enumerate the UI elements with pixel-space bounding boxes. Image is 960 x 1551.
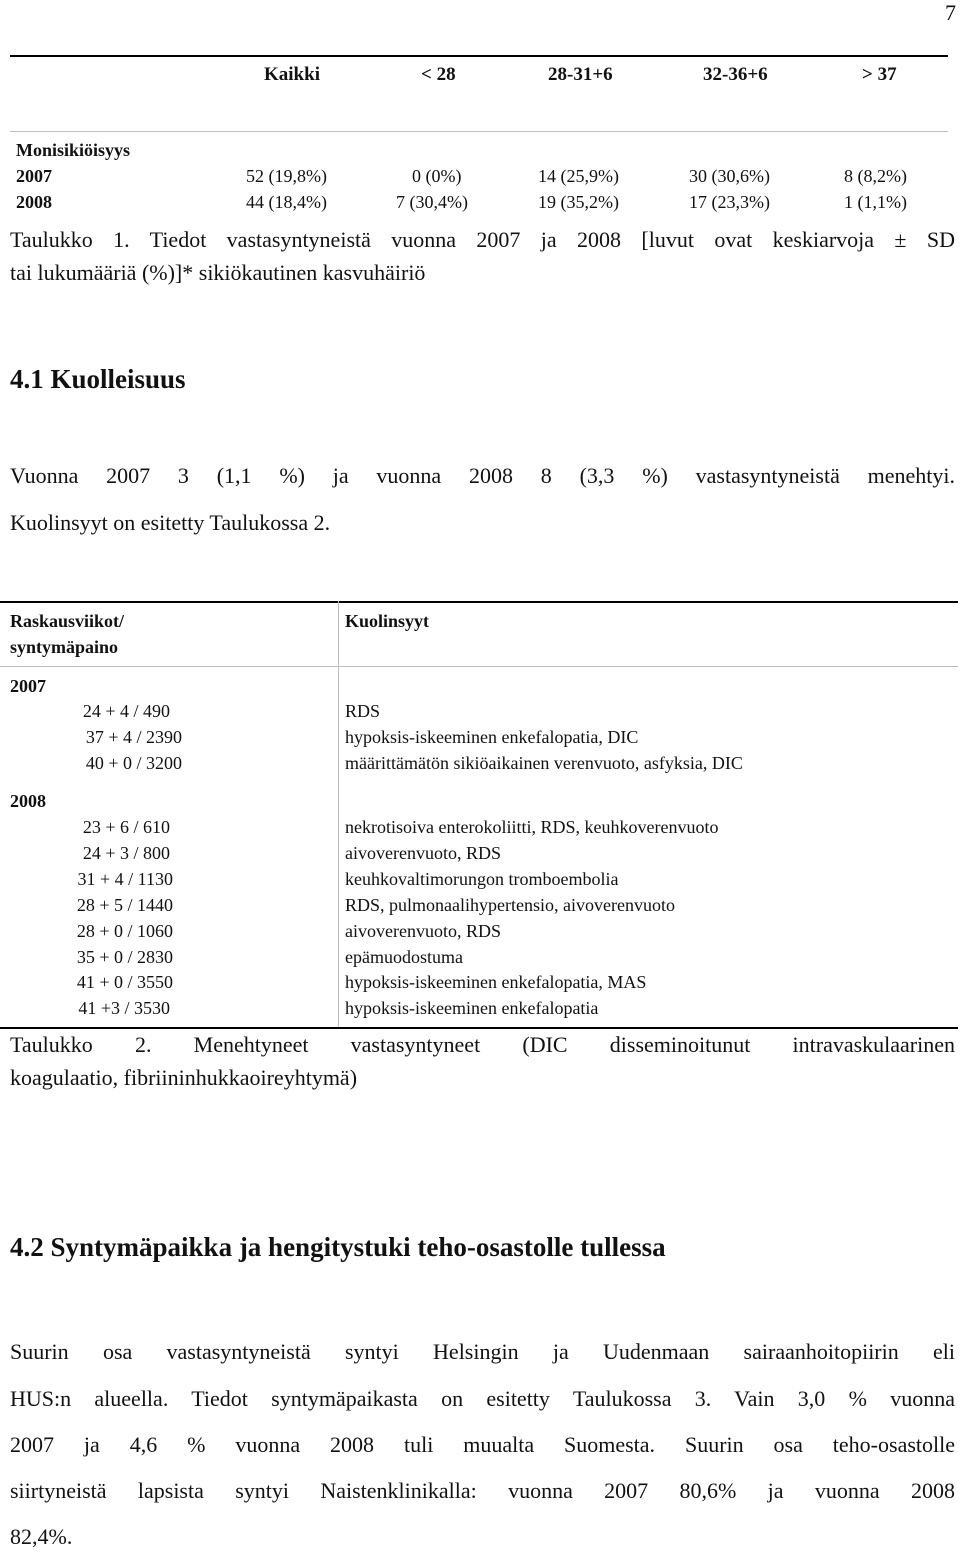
section-heading-kuolleisuus: 4.1 Kuolleisuus (10, 364, 186, 394)
table2-top-rule (0, 601, 958, 603)
table2-cause: epämuodostuma (345, 947, 463, 967)
table2-cause: aivoverenvuoto, RDS (345, 921, 501, 941)
paragraph-line: 82,4%. (10, 1524, 73, 1549)
table1-cell: 44 (18,4%) (246, 192, 327, 212)
table2-caption-line: Taulukko 2. Menehtyneet vastasyntyneet (DIC disseminoitunut intravaskulaarinen (10, 1032, 955, 1057)
section-heading-syntymapaikka: 4.2 Syntymäpaikka ja hengitystuki teho-osastolle tullessa (10, 1232, 666, 1262)
paragraph-line: HUS:n alueella. Tiedot syntymäpaikasta on esitetty Taulukossa 3. Vain 3,0 % vuonna (10, 1386, 955, 1411)
table2-weeks: 23 + 6 / 610 (82, 817, 170, 837)
table1-header-28-31: 28-31+6 (548, 64, 613, 85)
table1-header-rule (10, 131, 948, 132)
table2-weeks: 28 + 0 / 1060 (76, 921, 173, 941)
table1-cell: 0 (0%) (412, 166, 462, 186)
table1-caption-line: tai lukumääriä (%)]* sikiökautinen kasvuhäiriö (10, 260, 426, 285)
table2-cause: RDS (345, 701, 381, 721)
table1-cell: 19 (35,2%) (538, 192, 619, 212)
table2-year: 2008 (10, 791, 46, 811)
table2-weeks: 31 + 4 / 1130 (77, 869, 173, 889)
table2-weeks: 41 + 0 / 3550 (76, 972, 173, 992)
table1-cell: 14 (25,9%) (538, 166, 619, 186)
table2-weeks: 24 + 3 / 800 (82, 843, 170, 863)
table2-cause: nekrotisoiva enterokoliitti, RDS, keuhkoverenvuoto (345, 817, 719, 837)
table1-caption-line: Taulukko 1. Tiedot vastasyntyneistä vuonna 2007 ja 2008 [luvut ovat keskiarvoja ± SD (10, 227, 955, 252)
table1-cell: 17 (23,3%) (689, 192, 770, 212)
table2-weeks: 41 +3 / 3530 (78, 998, 170, 1018)
table1-cell: 1 (1,1%) (844, 192, 907, 212)
table2-header-weeks: Raskausviikot/ (10, 611, 125, 631)
table2-cause: määrittämätön sikiöaikainen verenvuoto, asfyksia, DIC (345, 753, 743, 773)
table2-header-rule (0, 666, 958, 667)
table1-row-year: 2008 (16, 192, 52, 212)
paragraph-line: Kuolinsyyt on esitetty Taulukossa 2. (10, 510, 331, 535)
paragraph-line: 2007 ja 4,6 % vuonna 2008 tuli muualta Suomesta. Suurin osa teho-osastolle (10, 1432, 955, 1457)
table2-cause: hypoksis-iskeeminen enkefalopatia (345, 998, 599, 1018)
table1-top-rule (10, 55, 948, 57)
table1-cell: 52 (19,8%) (246, 166, 327, 186)
table1-cell: 8 (8,2%) (844, 166, 907, 186)
table1-header-gt37: > 37 (862, 64, 897, 85)
table2-weeks: 40 + 0 / 3200 (85, 753, 182, 773)
table1-header-kaikki: Kaikki (264, 64, 320, 85)
table1-header-32-36: 32-36+6 (703, 64, 768, 85)
table2-weeks: 28 + 5 / 1440 (76, 895, 173, 915)
table2-cause: keuhkovaltimorungon tromboembolia (345, 869, 619, 889)
table2-weeks: 24 + 4 / 490 (82, 701, 170, 721)
table2-cause: RDS, pulmonaalihypertensio, aivoverenvuoto (345, 895, 675, 915)
table2-bottom-rule (0, 1027, 958, 1029)
page-number: 7 (945, 0, 956, 25)
table1-row-year: 2007 (16, 166, 52, 186)
table2-weeks: 35 + 0 / 2830 (76, 947, 173, 967)
table1-cell: 30 (30,6%) (689, 166, 770, 186)
table2-header-weeks: syntymäpaino (10, 637, 119, 657)
paragraph-line: Suurin osa vastasyntyneistä syntyi Helsingin ja Uudenmaan sairaanhoitopiirin eli (10, 1339, 955, 1364)
table2-caption-line: koagulaatio, fibriininhukkaoireyhtymä) (10, 1065, 358, 1090)
table2-cause: hypoksis-iskeeminen enkefalopatia, DIC (345, 727, 639, 747)
table1-group-label: Monisikiöisyys (16, 140, 131, 160)
table2-header-causes: Kuolinsyyt (345, 611, 430, 631)
table2-cause: aivoverenvuoto, RDS (345, 843, 501, 863)
table2-cause: hypoksis-iskeeminen enkefalopatia, MAS (345, 972, 647, 992)
table2-year: 2007 (10, 676, 46, 696)
table2-weeks: 37 + 4 / 2390 (85, 727, 182, 747)
paragraph-line: Vuonna 2007 3 (1,1 %) ja vuonna 2008 8 (3,3 %) vastasyntyneistä menehtyi. (10, 463, 955, 488)
table1-cell: 7 (30,4%) (396, 192, 468, 212)
paragraph-line: siirtyneistä lapsista syntyi Naistenklinikalla: vuonna 2007 80,6% ja vuonna 2008 (10, 1478, 955, 1503)
table1-header-lt28: < 28 (421, 64, 456, 85)
